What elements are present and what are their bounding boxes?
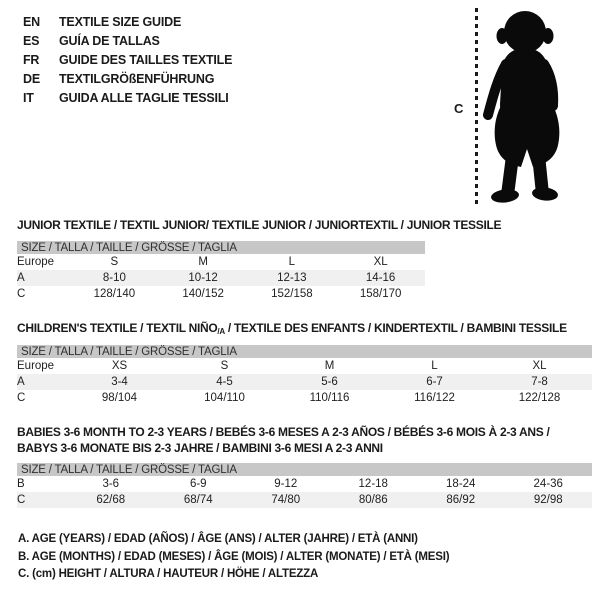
- children-title-subscript: /A: [217, 327, 225, 336]
- table-cell: 128/140: [93, 288, 136, 300]
- language-code: EN: [23, 14, 40, 29]
- table-cell: XS: [111, 360, 128, 372]
- table-cell: 98/104: [101, 392, 138, 404]
- size-header-band: SIZE / TALLA / TAILLE / GRÖSSE / TAGLIA: [17, 463, 592, 476]
- babies-size-table: [17, 463, 592, 508]
- language-label: GUIDA ALLE TAGLIE TESSILI: [59, 90, 229, 105]
- table-row: [17, 241, 425, 254]
- table-cell: 5-6: [277, 374, 382, 390]
- table-cell: 12-13: [248, 270, 337, 286]
- table-cell: 158/170: [359, 288, 402, 300]
- babies-section-title-line2: BABYS 3-6 MONATE BIS 2-3 JAHRE / BAMBINI 3-6 MESI A 2-3 ANNI: [17, 441, 383, 455]
- dotted-measure-line: [475, 8, 478, 206]
- table-row: [17, 286, 425, 302]
- language-row-en: [23, 12, 232, 31]
- table-row: [17, 358, 592, 374]
- footnotes: [18, 533, 449, 586]
- table-row: [17, 374, 592, 390]
- table-cell: 3-4: [67, 374, 172, 390]
- table-cell: 116/122: [414, 392, 455, 404]
- table-cell: 6-7: [382, 374, 487, 390]
- row-label: Europe: [17, 360, 55, 372]
- language-row-es: [23, 31, 232, 50]
- table-cell: 80/86: [330, 492, 418, 508]
- table-cell: M: [198, 256, 208, 268]
- baby-silhouette-icon: [480, 8, 574, 206]
- table-cell: 110/116: [309, 392, 350, 404]
- table-cell: 6-9: [189, 478, 207, 490]
- table-row: [17, 463, 592, 476]
- junior-section-title: JUNIOR TEXTILE / TEXTIL JUNIOR/ TEXTILE JUNIOR / JUNIORTEXTIL / JUNIOR TESSILE: [17, 218, 502, 232]
- table-cell: 68/74: [155, 492, 243, 508]
- junior-size-table: [17, 241, 425, 302]
- table-cell: 122/128: [518, 392, 561, 404]
- footnote-b: B. AGE (MONTHS) / EDAD (MESES) / ÂGE (MOIS) / ALTER (MONATE) / ETÀ (MESI): [18, 550, 450, 563]
- table-row: [17, 270, 425, 286]
- language-row-de: [23, 69, 232, 88]
- language-code: ES: [23, 33, 40, 48]
- language-label: GUIDE DES TAILLES TEXTILE: [59, 52, 233, 67]
- table-cell: 74/80: [242, 492, 330, 508]
- table-cell: 3-6: [102, 478, 120, 490]
- language-list: [23, 12, 232, 107]
- row-label: B: [17, 478, 25, 490]
- table-cell: 4-5: [172, 374, 277, 390]
- language-code: FR: [23, 52, 40, 67]
- table-row: [17, 390, 592, 406]
- table-cell: 7-8: [487, 374, 592, 390]
- row-label: A: [17, 374, 67, 390]
- table-cell: 104/110: [204, 392, 245, 404]
- babies-section-title-line1: BABIES 3-6 MONTH TO 2-3 YEARS / BEBÉS 3-6 MESES A 2-3 AÑOS / BÉBÉS 3-6 MOIS À 2-3 ANS /: [17, 425, 550, 439]
- table-cell: S: [220, 360, 229, 372]
- table-cell: 8-10: [70, 270, 159, 286]
- language-label: TEXTILGRÖßENFÜHRUNG: [59, 71, 215, 86]
- table-cell: M: [324, 360, 335, 372]
- table-cell: 18-24: [446, 478, 476, 490]
- table-cell: L: [288, 256, 296, 268]
- table-cell: S: [110, 256, 119, 268]
- table-cell: XL: [373, 256, 388, 268]
- row-label: A: [17, 270, 70, 286]
- children-size-table: [17, 345, 592, 406]
- table-row: [17, 254, 425, 270]
- footnote-c: C. (cm) HEIGHT / ALTURA / HAUTEUR / HÖHE / ALTEZZA: [18, 568, 319, 580]
- table-row: [17, 492, 592, 508]
- table-cell: L: [431, 360, 438, 372]
- language-row-fr: [23, 50, 232, 69]
- table-cell: 86/92: [417, 492, 505, 508]
- language-code: IT: [23, 90, 34, 105]
- table-row: [17, 345, 592, 358]
- children-title-suffix: / TEXTILE DES ENFANTS / KINDERTEXTIL / BAMBINI TESSILE: [224, 321, 567, 335]
- row-label: Europe: [17, 256, 55, 268]
- table-cell: 62/68: [67, 492, 155, 508]
- table-cell: 92/98: [505, 492, 593, 508]
- children-title-prefix: CHILDREN'S TEXTILE / TEXTIL NIÑO: [17, 321, 218, 335]
- height-figure: [448, 6, 580, 210]
- table-cell: 140/152: [182, 288, 224, 300]
- language-label: TEXTILE SIZE GUIDE: [59, 14, 182, 29]
- row-label: C: [17, 288, 26, 300]
- language-row-it: [23, 88, 232, 107]
- row-label: C: [17, 392, 26, 404]
- table-cell: 10-12: [159, 270, 248, 286]
- footnote-a: A. AGE (YEARS) / EDAD (AÑOS) / ÂGE (ANS) / ALTER (JAHRE) / ETÀ (ANNI): [18, 533, 418, 545]
- table-cell: 152/158: [271, 288, 313, 300]
- size-header-band: SIZE / TALLA / TAILLE / GRÖSSE / TAGLIA: [17, 241, 425, 254]
- table-cell: 12-18: [358, 478, 388, 490]
- table-cell: 9-12: [274, 478, 298, 490]
- row-label: C: [17, 492, 67, 508]
- language-code: DE: [23, 71, 40, 86]
- table-cell: 24-36: [533, 478, 563, 490]
- table-row: [17, 476, 592, 492]
- table-cell: XL: [532, 360, 547, 372]
- size-header-band: SIZE / TALLA / TAILLE / GRÖSSE / TAGLIA: [17, 345, 592, 358]
- table-cell: 14-16: [336, 270, 425, 286]
- height-measure-label: C: [454, 101, 464, 116]
- language-label: GUÍA DE TALLAS: [59, 33, 160, 48]
- children-section-title: [17, 321, 567, 335]
